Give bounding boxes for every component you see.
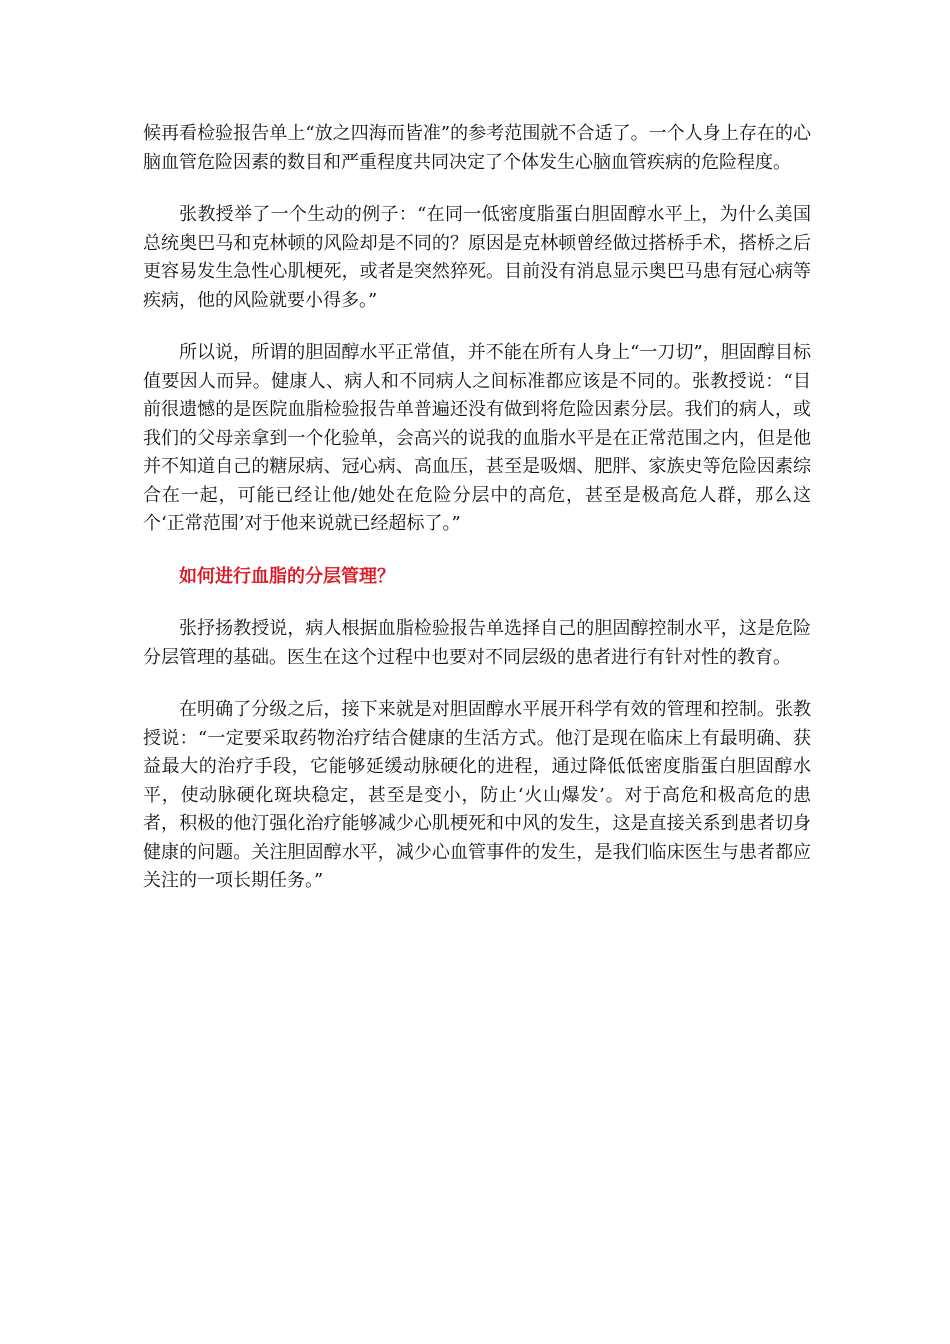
paragraph-risk-stratification: 张抒扬教授说，病人根据血脂检验报告单选择自己的胆固醇控制水平，这是危险分层管理的基础。医生在这个过程中也要对不同层级的患者进行有针对性的教育。 <box>143 618 811 668</box>
paragraph-normal-range: 所以说，所谓的胆固醇水平正常值，并不能在所有人身上“一刀切”，胆固醇目标值要因人而异。健康人、病人和不同病人之间标准都应该是不同的。张教授说：“目前很遗憾的是医院血脂检验报告单普遍还没有做到将危险因素分层。我们的病人，或我们的父母亲拿到一个化验单，会高兴的说我的血脂水平是在正常范围之内，但是他并不知道自己的糖尿病、冠心病、高血压，甚至是吸烟、肥胖、家族史等危险因素综合在一起，可能已经让他/她处在危险分层中的高危，甚至是极高危人群，那么这个‘正常范围’对于他来说就已经超标了。” <box>143 342 811 534</box>
section-heading: 如何进行血脂的分层管理？ <box>179 565 395 587</box>
paragraph-example-obama-clinton: 张教授举了一个生动的例子：“在同一低密度脂蛋白胆固醇水平上，为什么美国总统奥巴马和克林顿的风险却是不同的？原因是克林顿曾经做过搭桥手术，搭桥之后更容易发生急性心肌梗死，或者是突然猝死。目前没有消息显示奥巴马患有冠心病等疾病，他的风险就要小得多。” <box>143 204 811 311</box>
article-body <box>143 120 811 920</box>
paragraph-continuation: 候再看检验报告单上“放之四海而皆准”的参考范围就不合适了。一个人身上存在的心脑血管危险因素的数目和严重程度共同决定了个体发生心脑血管疾病的危险程度。 <box>143 123 811 173</box>
paragraph-statin-treatment: 在明确了分级之后，接下来就是对胆固醇水平展开科学有效的管理和控制。张教授说：“一定要采取药物治疗结合健康的生活方式。他汀是现在临床上有最明确、获益最大的治疗手段，它能够延缓动脉硬化的进程，通过降低低密度脂蛋白胆固醇水平，使动脉硬化斑块稳定，甚至是变小，防止‘火山爆发’。对于高危和极高危的患者，积极的他汀强化治疗能够减少心肌梗死和中风的发生，这是直接关系到患者切身健康的问题。关注胆固醇水平，减少心血管事件的发生，是我们临床医生与患者都应关注的一项长期任务。” <box>143 699 811 891</box>
